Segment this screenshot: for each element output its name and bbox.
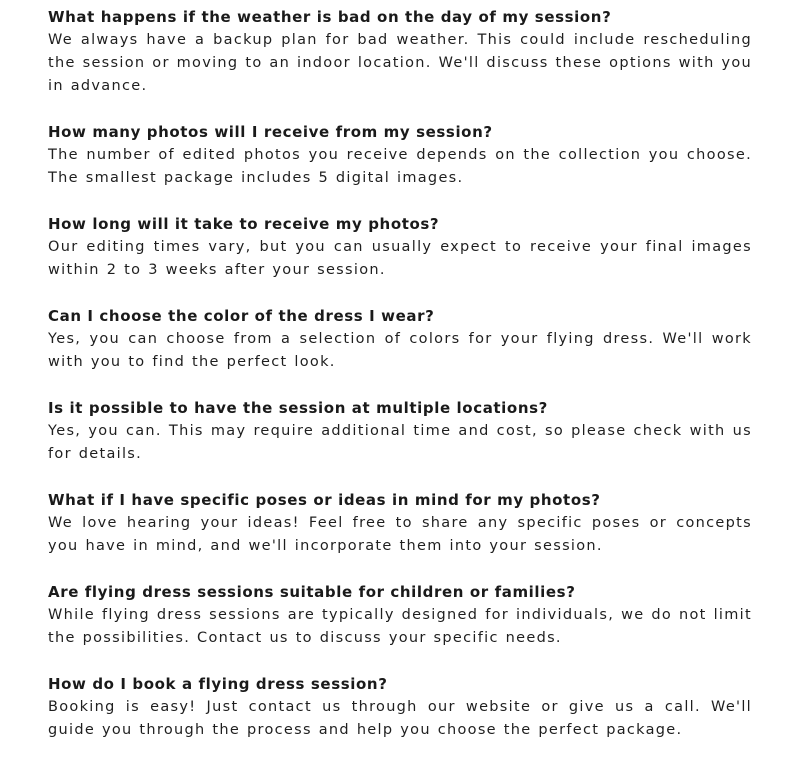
- faq-item-delivery-time: [48, 213, 752, 282]
- faq-answer: We always have a backup plan for bad weather. This could include rescheduling the session or moving to an indoor location. We'll discuss these options with you in advance.: [48, 32, 753, 94]
- faq-question: How do I book a flying dress session?: [48, 675, 388, 693]
- faq-item-photo-count: [48, 121, 752, 190]
- faq-list: [48, 6, 752, 765]
- faq-answer: While flying dress sessions are typically designed for individuals, we do not limit the possibilities. Contact us to discuss your specific needs.: [48, 607, 752, 646]
- faq-item-booking: [48, 673, 752, 742]
- faq-item-poses-ideas: [48, 489, 752, 558]
- faq-question: Are flying dress sessions suitable for children or families?: [48, 583, 576, 601]
- faq-question: What happens if the weather is bad on the day of my session?: [48, 8, 612, 26]
- faq-question: How many photos will I receive from my session?: [48, 123, 493, 141]
- faq-question: How long will it take to receive my photos?: [48, 215, 440, 233]
- faq-item-weather: [48, 6, 752, 98]
- faq-answer: Yes, you can choose from a selection of colors for your flying dress. We'll work with you to find the perfect look.: [48, 331, 752, 370]
- faq-answer: We love hearing your ideas! Feel free to share any specific poses or concepts you have in mind, and we'll incorporate them into your session.: [48, 515, 752, 554]
- faq-question: Can I choose the color of the dress I wear?: [48, 307, 435, 325]
- faq-question: Is it possible to have the session at multiple locations?: [48, 399, 548, 417]
- faq-answer: Booking is easy! Just contact us through our website or give us a call. We'll guide you through the process and help you choose the perfect package.: [48, 699, 752, 738]
- faq-item-dress-color: [48, 305, 752, 374]
- faq-answer: Our editing times vary, but you can usually expect to receive your final images within 2 to 3 weeks after your session.: [48, 239, 752, 278]
- faq-question: What if I have specific poses or ideas in mind for my photos?: [48, 491, 601, 509]
- faq-item-multiple-locations: [48, 397, 752, 466]
- faq-answer: The number of edited photos you receive depends on the collection you choose. The smallest package includes 5 digital images.: [48, 147, 752, 186]
- faq-item-children-families: [48, 581, 752, 650]
- faq-answer: Yes, you can. This may require additional time and cost, so please check with us for details.: [48, 423, 752, 462]
